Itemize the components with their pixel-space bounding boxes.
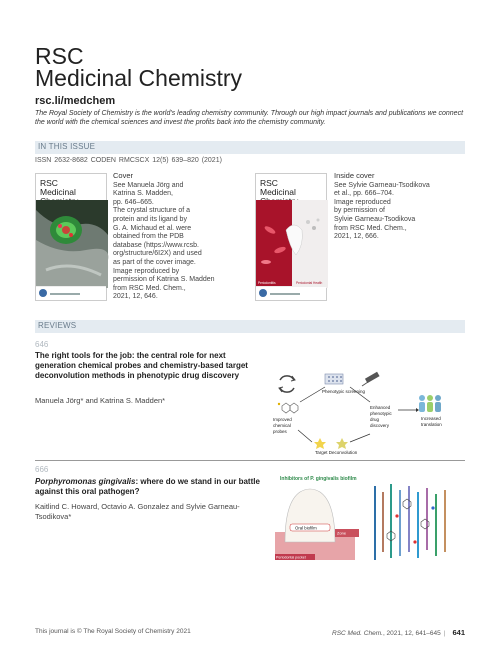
pipette-icon (362, 372, 380, 386)
article-title[interactable]: Porphyromonas gingivalis: where do we stand in our battle against this oral pathogen? (35, 477, 260, 496)
svg-text:drug: drug (370, 417, 380, 422)
page-number: 641 (452, 628, 465, 637)
svg-text:probes: probes (273, 429, 287, 434)
article-page-number: 646 (35, 340, 49, 349)
reviews-label: REVIEWS (38, 321, 77, 330)
cover-caption: Cover See Manuela Jörg and Katrina S. Madden, pp. 646–665. The crystal structure of a protein and its ligand by G. A. Michaud et al. were obtained from the PDB database (https://www.rcsb. org/structure/6I2X) and used as part of the cover image. Image reproduced by permission of Katrina S. Madden from RSC Med. Chem., 2021, 12, 646. (113, 172, 233, 302)
svg-text:Increased: Increased (421, 416, 441, 421)
journal-blurb: The Royal Society of Chemistry is the world's leading chemistry community. Through our high impact journals and publications we connect the world with the chemical sciences and invest the profits back into the chemistry community. (35, 110, 464, 126)
cover-footer (36, 286, 106, 300)
inside-cover-artwork (256, 200, 328, 288)
multiwell-plate-icon (325, 374, 343, 384)
svg-text:Phenotypic screening: Phenotypic screening (322, 389, 366, 394)
article-graphic-phenotypic (270, 372, 470, 455)
svg-text:Target Deconvolution: Target Deconvolution (315, 450, 358, 455)
star-target-icon (314, 438, 348, 449)
in-this-issue-bar (35, 141, 465, 154)
svg-text:translation: translation (421, 422, 442, 427)
journal-title-line2: Medicinal Chemistry (35, 65, 243, 91)
svg-text:Improved: Improved (273, 417, 292, 422)
svg-text:Enhanced: Enhanced (370, 405, 391, 410)
svg-text:Periodontal Health: Periodontal Health (296, 281, 323, 285)
recycle-arrows-icon (279, 376, 295, 392)
article-authors: Manuela Jörg* and Katrina S. Madden* (35, 396, 166, 405)
svg-text:Zone: Zone (337, 530, 347, 536)
article-title[interactable]: The right tools for the job: the central role for next generation chemical probes and chemistry-based target deconvolution methods in phenotypic drug discovery (35, 351, 248, 380)
tooth-icon (285, 489, 335, 542)
cover-image[interactable] (35, 173, 107, 301)
molecule-icon (278, 403, 298, 413)
footer-citation: RSC Med. Chem., 2021, 12, 641–645 | 641 (332, 628, 465, 637)
article-graphic-biofilm (275, 472, 465, 560)
article-authors: Kaitlind C. Howard, Octavio A. Gonzalez and Sylvie Garneau-Tsodikova* (35, 502, 240, 521)
inside-cover-journal-title: RSC Medicinal (260, 178, 296, 197)
cover-artwork (36, 200, 108, 288)
svg-text:phenotypic: phenotypic (370, 411, 392, 416)
article-divider (35, 460, 465, 461)
issue-meta: ISSN 2632-8682 CODEN RMCSCX 12(5) 639–820 (2021) (35, 157, 222, 164)
inside-cover-heading: Inside cover (334, 171, 375, 180)
rsc-logo-icon (39, 289, 47, 297)
inside-cover-image[interactable] (255, 173, 327, 301)
in-this-issue-label: IN THIS ISSUE (38, 142, 96, 151)
article-page-number: 666 (35, 465, 49, 474)
journal-url[interactable]: rsc.li/medchem (35, 95, 116, 107)
journal-title-line1: RSC (35, 43, 84, 69)
svg-text:Inhibitors of P. gingivalis bi: Inhibitors of P. gingivalis biofilm (280, 476, 357, 482)
people-icon (419, 395, 441, 412)
inhibitor-molecules-icon (375, 484, 445, 560)
inside-cover-caption: Inside cover See Sylvie Garneau-Tsodikova et al., pp. 666–704. Image reproduced by permission of Sylvie Garneau-Tsodikova from RSC Med. Chem., 2021, 12, 666. (334, 172, 464, 242)
rsc-logo-icon (259, 289, 267, 297)
cover-heading: Cover (113, 171, 134, 180)
svg-text:Oral biofilm: Oral biofilm (295, 525, 317, 531)
svg-text:chemical: chemical (273, 423, 291, 428)
inside-cover-footer (256, 286, 326, 300)
reviews-bar (35, 320, 465, 333)
footer-copyright: This journal is © The Royal Society of Chemistry 2021 (35, 628, 191, 635)
svg-text:discovery: discovery (370, 423, 390, 428)
svg-text:Periodontitis: Periodontitis (258, 281, 276, 285)
cover-journal-title: RSC Medicinal (40, 178, 76, 197)
svg-text:Periodontal pocket: Periodontal pocket (276, 555, 306, 560)
